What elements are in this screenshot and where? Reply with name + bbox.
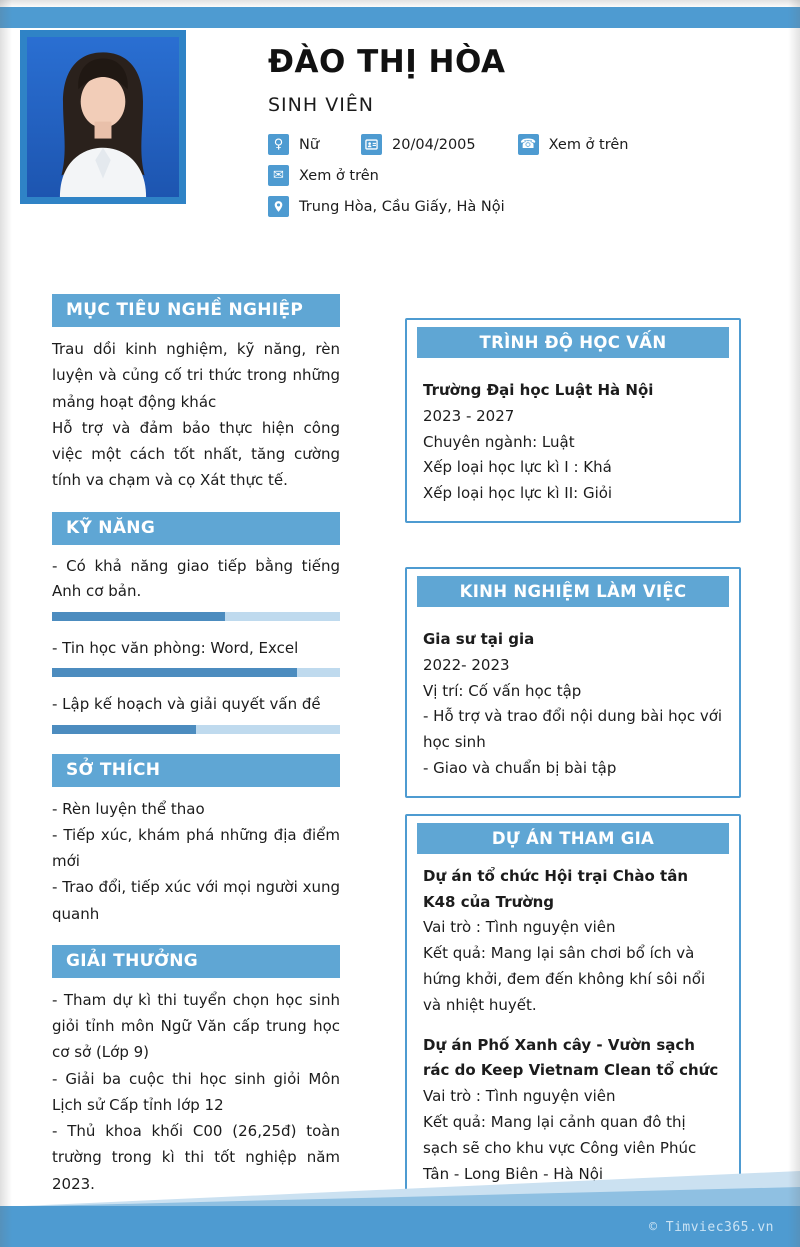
skill-progress-fill xyxy=(52,725,196,734)
section-objective-title: MỤC TIÊU NGHỀ NGHIỆP xyxy=(52,294,340,327)
email-value: Xem ở trên xyxy=(299,167,379,184)
skill-item xyxy=(52,554,340,621)
project-name: Dự án Phố Xanh cây - Vườn sạch rác do Keep Vietnam Clean tổ chức xyxy=(423,1035,719,1080)
section-education-title: TRÌNH ĐỘ HỌC VẤN xyxy=(417,327,729,358)
page-edge-shadow-top xyxy=(0,0,800,8)
section-hobbies-title: SỞ THÍCH xyxy=(52,754,340,787)
project-item xyxy=(423,1033,723,1188)
experience-role: Gia sư tại gia xyxy=(423,629,535,648)
contact-info xyxy=(268,134,778,217)
hobby-item: - Tiếp xúc, khám phá những địa điểm mới xyxy=(52,825,340,870)
section-skills xyxy=(52,512,340,740)
page-edge-shadow-left xyxy=(0,0,12,1247)
section-projects xyxy=(405,814,741,1206)
experience-period: 2022- 2023 xyxy=(423,655,510,674)
award-item: - Thủ khoa khối C00 (26,25đ) toàn trường trong kì thi tốt nghiệp năm 2023. xyxy=(52,1122,340,1193)
experience-detail: - Hỗ trợ và trao đổi nội dung bài học với học sinh xyxy=(423,707,723,752)
education-school: Trường Đại học Luật Hà Nội xyxy=(423,381,654,399)
contact-address xyxy=(268,196,505,217)
contact-email xyxy=(268,165,379,186)
skill-label: - Lập kế hoạch và giải quyết vấn đề xyxy=(52,695,321,713)
location-icon xyxy=(268,196,289,217)
skill-item xyxy=(52,692,340,734)
section-skills-body xyxy=(52,545,340,740)
skill-progress-track xyxy=(52,612,340,621)
birthdate-value: 20/04/2005 xyxy=(392,136,476,153)
gender-value: Nữ xyxy=(299,136,320,153)
gender-icon: ♀ xyxy=(268,134,289,155)
section-awards-title: GIẢI THƯỞNG xyxy=(52,945,340,978)
project-detail: Kết quả: Mang lại cảnh quan đô thị sạch sẽ cho khu vực Công viên Phúc Tân - Long Biên - Hà Nội xyxy=(423,1112,697,1183)
mail-icon: ✉ xyxy=(268,165,289,186)
contact-row-2 xyxy=(268,165,778,186)
section-education xyxy=(405,318,741,523)
contact-birthdate xyxy=(361,134,476,155)
hobbies-list xyxy=(52,796,340,927)
section-experience xyxy=(405,567,741,798)
education-period: 2023 - 2027 xyxy=(423,406,515,425)
section-awards xyxy=(52,945,340,1201)
education-detail: Xếp loại học lực kì II: Giỏi xyxy=(423,484,613,503)
contact-row-1 xyxy=(268,134,778,155)
skill-label: - Có khả năng giao tiếp bằng tiếng Anh cơ bản. xyxy=(52,556,340,600)
experience-detail: Vị trí: Cố vấn học tập xyxy=(423,681,582,700)
contact-phone xyxy=(518,134,629,155)
hobby-item: - Trao đổi, tiếp xúc với mọi người xung quanh xyxy=(52,878,340,923)
section-awards-body xyxy=(52,978,340,1201)
section-education-body xyxy=(417,358,729,507)
contact-gender xyxy=(268,134,319,155)
skill-progress-track xyxy=(52,668,340,677)
section-experience-body xyxy=(417,607,729,782)
section-hobbies-body xyxy=(52,787,340,931)
skill-progress-fill xyxy=(52,612,225,621)
candidate-name: ĐÀO THỊ HÒA xyxy=(268,44,506,80)
project-name: Dự án tổ chức Hội trại Chào tân K48 của Trường xyxy=(423,866,689,911)
right-column xyxy=(405,318,741,1205)
project-detail: Kết quả: Mang lại sân chơi bổ ích và hứng khởi, đem đến không khí sôi nổi và nhiệt huyết. xyxy=(423,944,706,1014)
education-detail: Xếp loại học lực kì I : Khá xyxy=(423,458,612,477)
skill-item xyxy=(52,636,340,678)
section-projects-body xyxy=(417,854,729,1188)
top-accent-strip xyxy=(0,7,800,28)
page-edge-shadow-right xyxy=(788,0,800,1247)
skill-label: - Tin học văn phòng: Word, Excel xyxy=(52,638,299,657)
objective-paragraph: Hỗ trợ và đảm bảo thực hiện công việc một cách tốt nhất, tăng cường tính va chạm và cọ Xát thực tế. xyxy=(52,418,340,490)
experience-detail: - Giao và chuẩn bị bài tập xyxy=(423,758,617,777)
phone-value: Xem ở trên xyxy=(548,136,629,153)
section-projects-title: DỰ ÁN THAM GIA xyxy=(417,823,729,854)
skill-progress-fill xyxy=(52,668,297,677)
id-card-icon xyxy=(361,134,382,155)
project-item xyxy=(423,864,723,1019)
project-detail: Vai trò : Tình nguyện viên xyxy=(423,918,616,937)
awards-list xyxy=(52,987,340,1197)
candidate-title: SINH VIÊN xyxy=(268,94,375,116)
contact-row-3 xyxy=(268,196,778,217)
section-experience-title: KINH NGHIỆM LÀM VIỆC xyxy=(417,576,729,607)
address-value: Trung Hòa, Cầu Giấy, Hà Nội xyxy=(299,198,505,215)
watermark: © Timviec365.vn xyxy=(649,1220,774,1235)
section-objective-body xyxy=(52,327,340,498)
profile-photo xyxy=(20,30,186,204)
section-skills-title: KỸ NĂNG xyxy=(52,512,340,545)
header xyxy=(268,44,778,227)
left-column xyxy=(52,294,340,1215)
project-detail: Vai trò : Tình nguyện viên xyxy=(423,1087,616,1106)
skill-progress-track xyxy=(52,725,340,734)
objective-paragraph: Trau dồi kinh nghiệm, kỹ năng, rèn luyện và củng cố tri thức trong những mảng hoạt động khác xyxy=(52,340,340,411)
section-objective xyxy=(52,294,340,498)
education-detail: Chuyên ngành: Luật xyxy=(423,432,575,451)
profile-photo-illustration xyxy=(27,37,179,197)
phone-icon: ☎ xyxy=(518,134,539,155)
hobby-item: - Rèn luyện thể thao xyxy=(52,799,205,818)
section-hobbies xyxy=(52,754,340,931)
award-item: - Tham dự kì thi tuyển chọn học sinh giỏi tỉnh môn Ngữ Văn cấp trung học cơ sở (Lớp 9) xyxy=(52,990,340,1062)
award-item: - Giải ba cuộc thi học sinh giỏi Môn Lịch sử Cấp tỉnh lớp 12 xyxy=(52,1069,340,1114)
